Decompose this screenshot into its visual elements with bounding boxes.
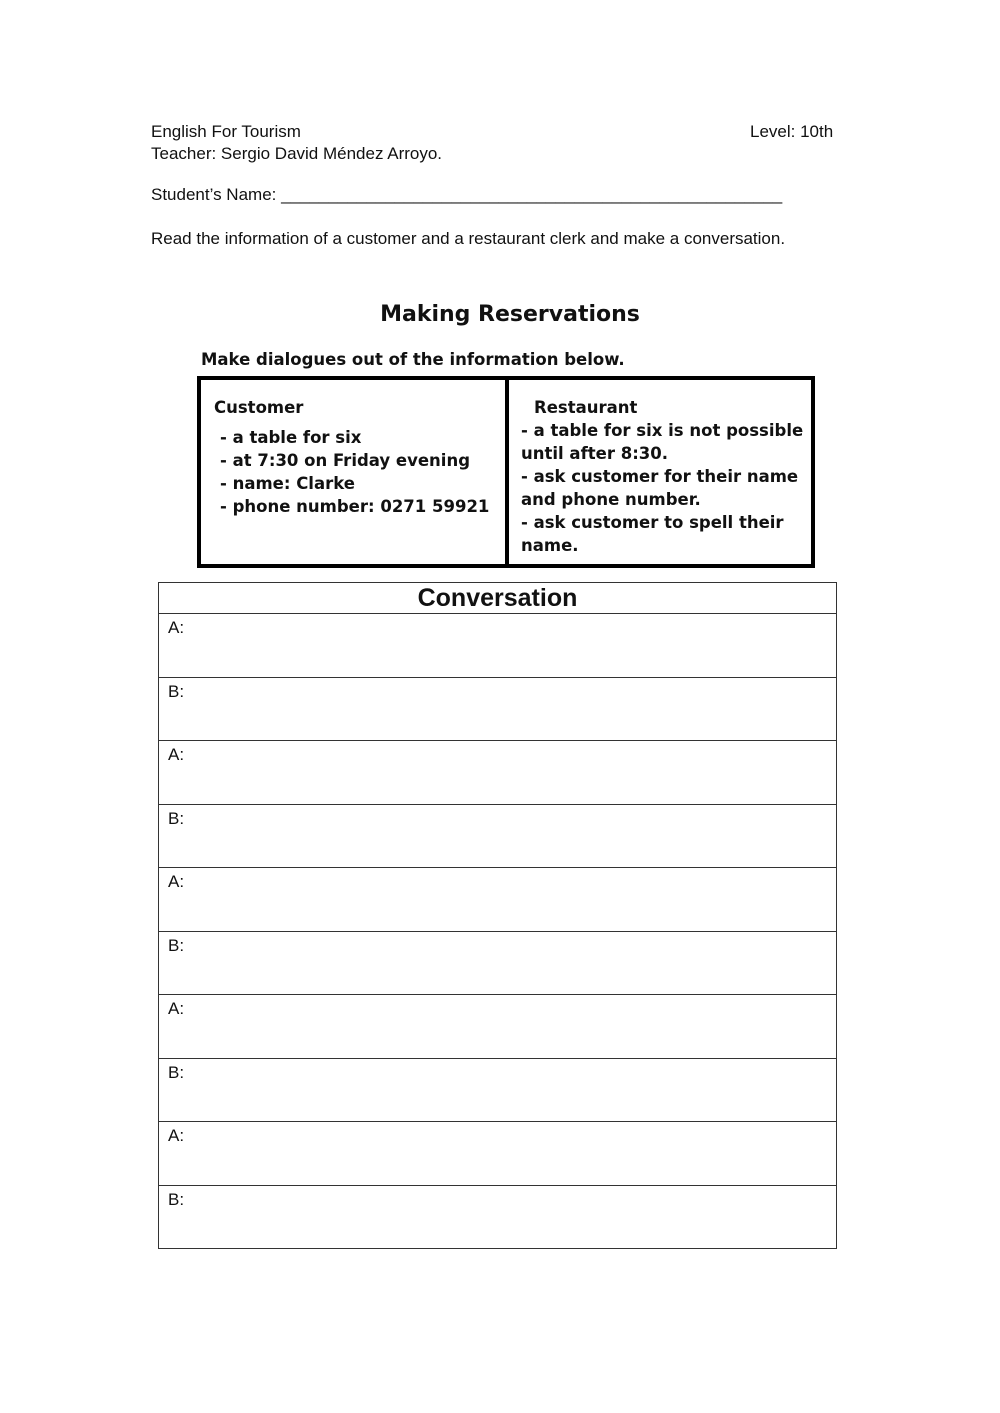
conversation-line[interactable]: B:: [159, 931, 837, 995]
exercise-subtitle: Make dialogues out of the information below.: [201, 350, 625, 369]
teacher-label: Teacher: Sergio David Méndez Arroyo.: [151, 144, 443, 163]
conversation-line[interactable]: A:: [159, 1122, 837, 1186]
customer-item: - at 7:30 on Friday evening: [220, 451, 471, 470]
conversation-table: [158, 582, 837, 1249]
customer-cell: [201, 380, 509, 564]
course-title: English For Tourism: [151, 122, 301, 141]
conversation-line[interactable]: A:: [159, 741, 837, 805]
student-name-line[interactable]: Student’s Name: _____________________________________________________: [151, 185, 783, 204]
customer-item: - phone number: 0271 59921: [220, 497, 490, 516]
customer-heading: Customer: [214, 398, 304, 417]
restaurant-item: - ask customer to spell their name.: [521, 513, 784, 555]
restaurant-item: - a table for six is not possible until after 8:30.: [521, 421, 804, 463]
conversation-line[interactable]: A:: [159, 614, 837, 678]
conversation-line[interactable]: A:: [159, 995, 837, 1059]
restaurant-item: - ask customer for their name and phone number.: [521, 467, 799, 509]
conversation-line[interactable]: A:: [159, 868, 837, 932]
conversation-line[interactable]: B:: [159, 804, 837, 868]
info-box: [197, 376, 815, 568]
conversation-line[interactable]: B:: [159, 1185, 837, 1249]
level-label: Level: 10th: [750, 122, 834, 141]
exercise-title: Making Reservations: [380, 302, 640, 327]
customer-item: - a table for six: [220, 428, 362, 447]
conversation-title: Conversation: [159, 583, 837, 614]
instruction-text: Read the information of a customer and a restaurant clerk and make a conversation.: [151, 229, 786, 248]
restaurant-cell: [509, 380, 811, 564]
conversation-line[interactable]: B:: [159, 677, 837, 741]
customer-item: - name: Clarke: [220, 474, 355, 493]
conversation-line[interactable]: B:: [159, 1058, 837, 1122]
restaurant-heading: Restaurant: [534, 398, 638, 417]
